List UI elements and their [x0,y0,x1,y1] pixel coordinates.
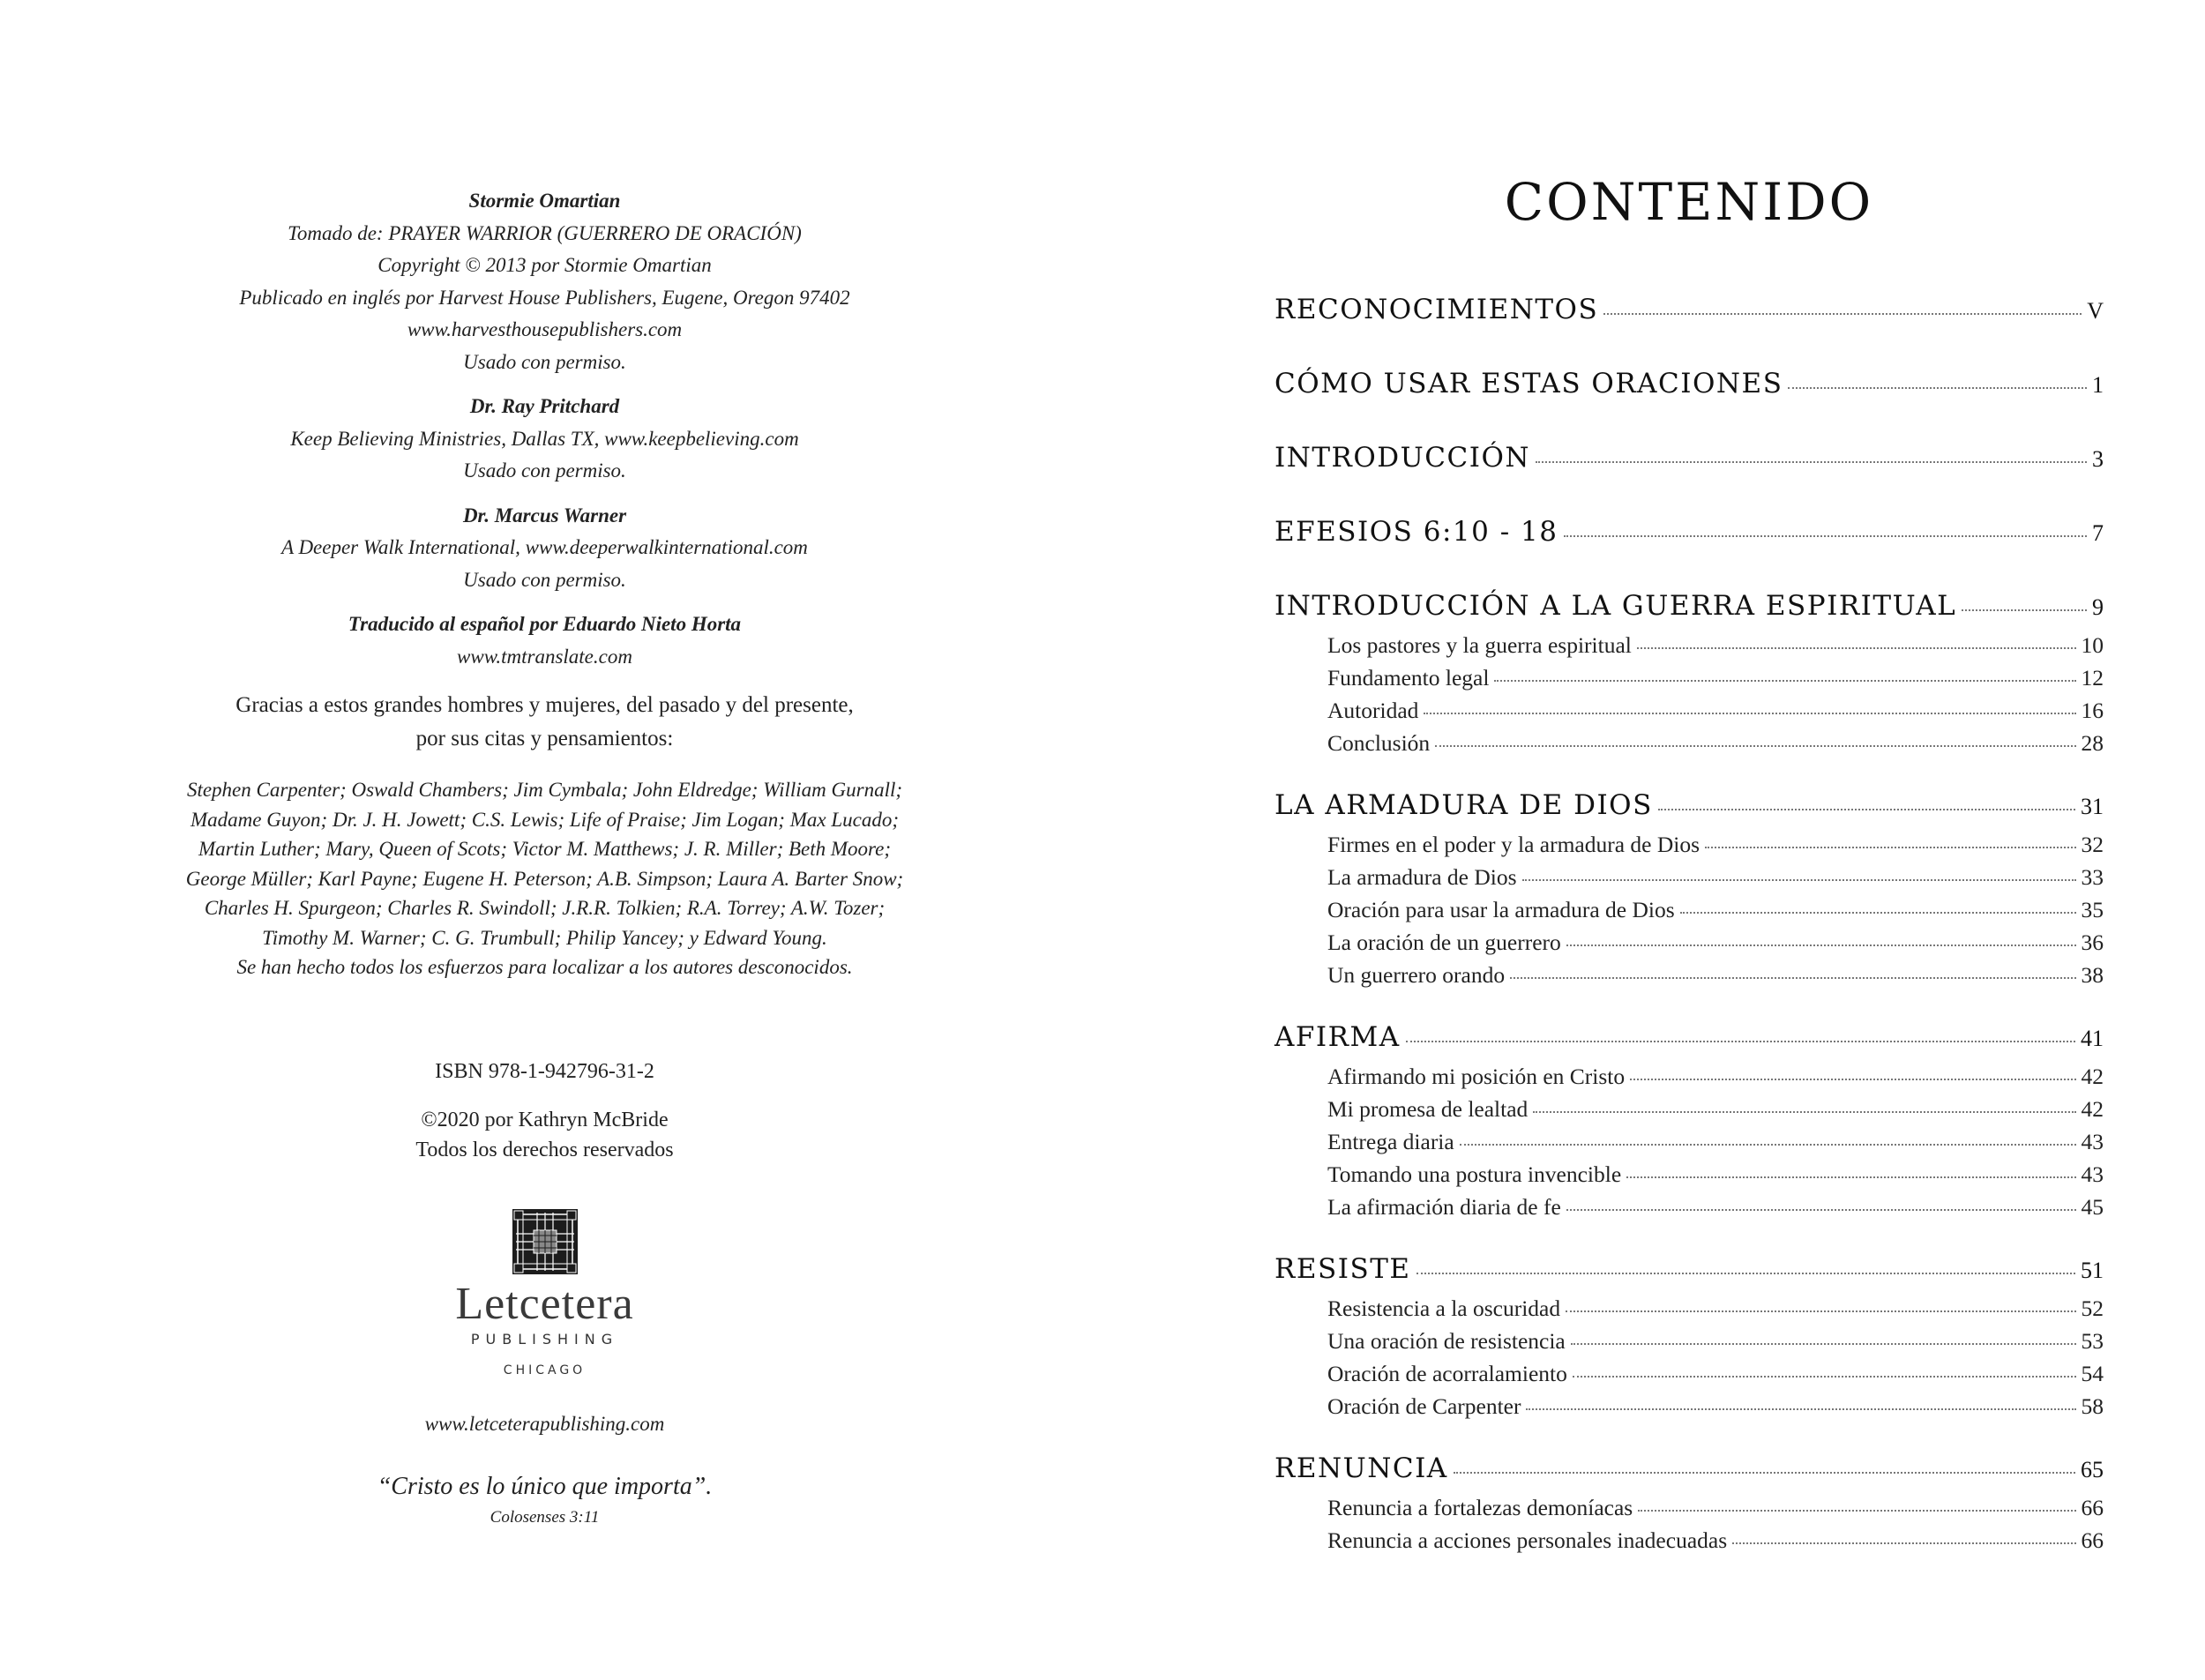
toc-entry [1274,926,2104,959]
publisher-sub: PUBLISHING [470,1330,619,1348]
credit-block [115,185,975,378]
credit-name: Stormie Omartian [468,190,621,212]
dot-leader [1638,1510,2075,1512]
toc-entry [1274,959,2104,991]
translator-site: www.tmtranslate.com [457,645,632,668]
toc-entry [1274,694,2104,727]
entry-title: Una oración de resistencia [1327,1328,1566,1354]
copyright-line: Todos los derechos reservados [415,1138,674,1161]
toc-entry [1274,1158,2104,1191]
chapter-title: INTRODUCCIÓN A LA GUERRA ESPIRITUAL [1274,590,1957,622]
entry-title: Oración de acorralamiento [1327,1361,1567,1386]
people-list [115,775,975,982]
toc-chapter [1274,590,2104,622]
chapter-title: INTRODUCCIÓN [1274,442,1531,474]
page-title: CONTENIDO [1504,172,1874,232]
epigraph-quote: “Cristo es lo único que importa”. [377,1472,713,1500]
chapter-title: RENUNCIA [1274,1452,1448,1484]
chapter-title: RECONOCIMIENTOS [1274,294,1599,325]
toc-section [1274,590,2104,759]
entry-title: Autoridad [1327,698,1419,723]
entry-title: La armadura de Dios [1327,864,1517,890]
dot-leader [1460,1144,2076,1146]
dot-leader [1626,1176,2075,1178]
people-line: Martin Luther; Mary, Queen of Scots; Victor M. Matthews; J. R. Miller; Beth Moore; [198,838,892,860]
copyright-page [115,185,975,1527]
page-number: 65 [2081,1457,2104,1482]
toc-entry [1274,1125,2104,1158]
toc-chapter [1274,516,2104,548]
entry-title: Firmes en el poder y la armadura de Dios [1327,832,1700,857]
people-line: Charles H. Spurgeon; Charles R. Swindoll; J.R.R. Tolkien; R.A. Torrey; A.W. Tozer; [204,897,886,919]
page-number: 52 [2081,1295,2104,1321]
toc-entry [1274,1357,2104,1390]
toc-section [1274,294,2104,325]
toc-entry [1274,1325,2104,1357]
dot-leader [1630,1079,2075,1080]
page-number: 36 [2081,930,2104,955]
page-number: 66 [2081,1527,2104,1553]
credit-line: Copyright © 2013 por Stormie Omartian [377,254,712,276]
dot-leader [1603,313,2082,315]
dot-leader [1435,745,2075,747]
entry-title: La oración de un guerrero [1327,930,1561,955]
page-number: 43 [2081,1161,2104,1187]
toc-section [1274,789,2104,991]
dot-leader [1705,847,2075,848]
toc-entry [1274,1390,2104,1422]
page-number: 35 [2081,897,2104,922]
credit-name: Dr. Marcus Warner [462,504,627,526]
page-number: 54 [2081,1361,2104,1386]
page-number: 45 [2081,1194,2104,1220]
toc-entry [1274,893,2104,926]
credit-line: Tomado de: PRAYER WARRIOR (GUERRERO DE ORACIÓN) [288,221,802,244]
dot-leader [1510,977,2075,979]
publisher-city: CHICAGO [503,1363,587,1378]
page-number: 66 [2081,1495,2104,1520]
toc-section [1274,442,2104,474]
entry-title: Fundamento legal [1327,665,1490,691]
toc-chapter [1274,1253,2104,1285]
copyright-notice [115,1105,975,1165]
dot-leader [1788,387,2087,389]
credit-line: Usado con permiso. [463,459,626,482]
toc-chapter [1274,789,2104,821]
entry-title: Entrega diaria [1327,1129,1454,1154]
page-number: 43 [2081,1129,2104,1154]
credit-name: Dr. Ray Pritchard [469,395,620,417]
page-number: 1 [2092,372,2104,398]
dot-leader [1637,647,2076,649]
page-number: 32 [2081,832,2104,857]
toc-chapter [1274,442,2104,474]
people-line: Timothy M. Warner; C. G. Trumbull; Philip Yancey; y Edward Young. [262,926,827,949]
page-number: 53 [2081,1328,2104,1354]
dot-leader [1571,1343,2076,1345]
toc-section [1274,516,2104,548]
toc-entry [1274,661,2104,694]
dot-leader [1566,945,2076,946]
dot-leader [1564,535,2088,537]
toc-section [1274,1452,2104,1557]
credit-line: Keep Believing Ministries, Dallas TX, www.keepbelieving.com [290,427,799,450]
people-line: Madame Guyon; Dr. J. H. Jowett; C.S. Lewis; Life of Praise; Jim Logan; Max Lucado; [191,808,899,831]
toc-chapter [1274,1452,2104,1484]
copyright-line: ©2020 por Kathryn McBride [421,1108,669,1131]
page-number: 16 [2081,698,2104,723]
publisher-name: Letcetera [455,1278,634,1329]
dot-leader [1454,1472,2075,1474]
isbn: ISBN 978-1-942796-31-2 [435,1059,654,1083]
page-number: 42 [2081,1096,2104,1122]
entry-title: Resistencia a la oscuridad [1327,1295,1561,1321]
toc-entry [1274,1292,2104,1325]
dot-leader [1416,1273,2076,1274]
thanks-text [115,689,975,756]
credit-line: Usado con permiso. [463,350,626,373]
toc-entry [1274,861,2104,893]
page-number: 12 [2081,665,2104,691]
dot-leader [1566,1310,2075,1312]
entry-title: Oración de Carpenter [1327,1393,1521,1419]
chapter-title: EFESIOS 6:10 - 18 [1274,516,1558,548]
toc-section [1274,1021,2104,1223]
page-number: 31 [2081,794,2104,819]
contents-page [1274,172,2104,1587]
chapter-title: CÓMO USAR ESTAS ORACIONES [1274,368,1783,399]
toc-entry [1274,1491,2104,1524]
epigraph-reference: Colosenses 3:11 [490,1507,600,1527]
toc-entry [1274,727,2104,759]
toc-entry [1274,1524,2104,1557]
entry-title: Un guerrero orando [1327,962,1506,988]
entry-title: Oración para usar la armadura de Dios [1327,897,1675,922]
publisher-logo-icon [512,1209,578,1274]
dot-leader [1406,1041,2075,1042]
toc-entry [1274,828,2104,861]
dot-leader [1536,461,2087,463]
dot-leader [1533,1111,2075,1113]
credit-block [115,500,975,597]
credit-line: Publicado en inglés por Harvest House Publishers, Eugene, Oregon 97402 [239,286,850,309]
dot-leader [1424,713,2075,714]
entry-title: Conclusión [1327,730,1431,756]
dot-leader [1732,1542,2075,1544]
toc-section [1274,368,2104,399]
dot-leader [1566,1209,2076,1211]
entry-title: Renuncia a fortalezas demoníacas [1327,1495,1633,1520]
page-number: 58 [2081,1393,2104,1419]
page-number: 38 [2081,962,2104,988]
credit-line: A Deeper Walk International, www.deeperwalkinternational.com [281,536,808,558]
page-number: 9 [2092,594,2104,620]
thanks-line: por sus citas y pensamientos: [415,727,674,750]
toc-entry [1274,629,2104,661]
dot-leader [1494,680,2075,682]
entry-title: Los pastores y la guerra espiritual [1327,632,1632,658]
page-number: 28 [2081,730,2104,756]
people-line: George Müller; Karl Payne; Eugene H. Peterson; A.B. Simpson; Laura A. Barter Snow; [185,867,904,890]
entry-title: La afirmación diaria de fe [1327,1194,1561,1220]
entry-title: Tomando una postura invencible [1327,1161,1622,1187]
page-number: 3 [2092,446,2104,472]
page-number: 51 [2081,1258,2104,1283]
toc-entry [1274,1191,2104,1223]
toc-entry [1274,1060,2104,1093]
translator-name: Traducido al español por Eduardo Nieto Horta [348,613,742,635]
chapter-title: RESISTE [1274,1253,1411,1285]
chapter-title: AFIRMA [1274,1021,1401,1053]
translator-block [115,609,975,673]
dot-leader [1680,912,2076,914]
thanks-line: Gracias a estos grandes hombres y mujeres, del pasado y del presente, [235,693,854,717]
people-line: Se han hecho todos los esfuerzos para localizar a los autores desconocidos. [236,956,853,978]
dot-leader [1526,1408,2075,1410]
chapter-title: LA ARMADURA DE DIOS [1274,789,1653,821]
page-number: 41 [2081,1026,2104,1051]
entry-title: Mi promesa de lealtad [1327,1096,1529,1122]
people-line: Stephen Carpenter; Oswald Chambers; Jim Cymbala; John Eldredge; William Gurnall; [186,779,903,801]
publisher-logo [439,1209,651,1378]
toc-chapter [1274,368,2104,399]
credit-line: www.harvesthousepublishers.com [407,318,683,340]
entry-title: Renuncia a acciones personales inadecuadas [1327,1527,1728,1553]
dot-leader [1658,809,2075,810]
dot-leader [1573,1376,2076,1378]
publisher-website: www.letceterapublishing.com [424,1412,665,1435]
credit-block [115,391,975,488]
toc-section [1274,1253,2104,1422]
page-number: 7 [2092,520,2104,546]
toc-entry [1274,1093,2104,1125]
page-number: 42 [2081,1064,2104,1089]
page-number: V [2087,298,2104,324]
toc-chapter [1274,294,2104,325]
entry-title: Afirmando mi posición en Cristo [1327,1064,1626,1089]
dot-leader [1962,609,2087,611]
page-number: 10 [2081,632,2104,658]
dot-leader [1522,879,2076,881]
toc-chapter [1274,1021,2104,1053]
credit-line: Usado con permiso. [463,568,626,591]
page-number: 33 [2081,864,2104,890]
